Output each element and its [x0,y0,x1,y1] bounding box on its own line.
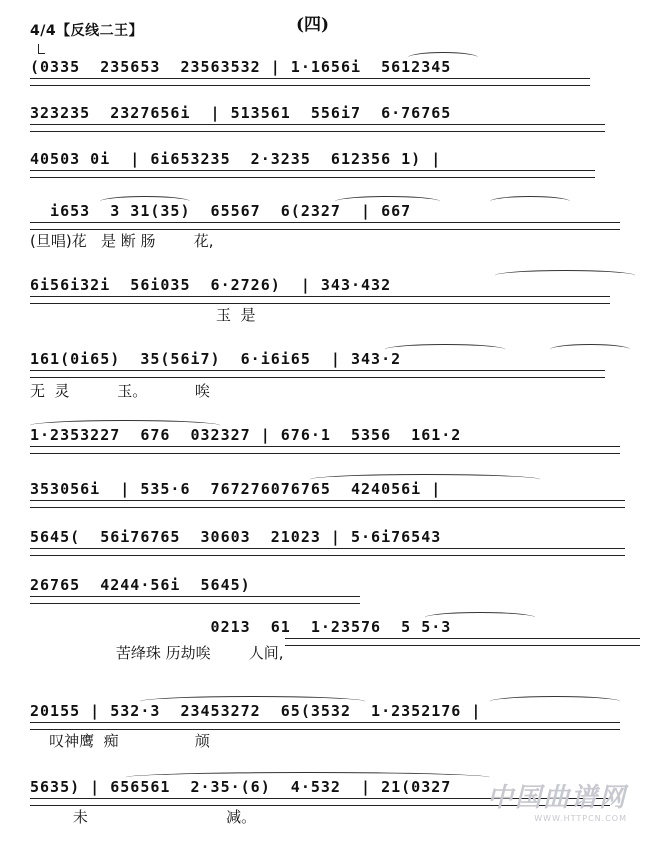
notation-line: 20155 | 532·3 23453272 65(3532 1·2352176 | [30,702,482,720]
notation-line: (0335 235653 23563532 | 1·1656i 5612345 [30,58,452,76]
lyric-line: 未 减。 [30,808,257,826]
notation-line: 1·2353227 676 032327 | 676·1 5356 161·2 [30,426,462,444]
watermark [487,777,627,823]
score-system-4 [30,202,635,272]
watermark-brand: 中国曲谱网 [486,783,627,813]
lyric-line: (旦唱)花 是 断 肠 花, [30,232,214,250]
beat-underlines [30,446,620,454]
slur-mark [408,52,478,63]
notation-line: 26765 4244·56i 5645) [30,576,251,594]
beat-underlines [30,722,620,730]
score-system-12 [30,702,635,772]
watermark-url: WWW.HTTPCN.COM [534,814,627,823]
slur-mark [490,196,570,207]
beat-underlines [30,596,360,604]
notation-line: i653 3 31(35) 65567 6(2327 | 667 [30,202,412,220]
lyric-line: 苦绛珠 历劫唉 人间, [30,644,284,662]
lyric-line: 玉 是 [30,306,256,324]
score-system-11 [30,618,635,688]
corner-mark [38,44,45,54]
beat-underlines [30,78,590,86]
slur-mark [495,270,635,281]
slur-mark [140,696,365,707]
notation-line: 0213 61 1·23576 5 5·3 [30,618,452,636]
slur-mark [30,420,220,431]
beat-underlines [30,124,605,132]
beat-underlines [285,638,640,646]
slur-mark [385,344,505,355]
score-system-6 [30,350,635,420]
meter-title: 4/4【反线二王】 [30,23,144,39]
beat-underlines [30,222,620,230]
notation-line: 40503 0i | 6i653235 2·3235 612356 1) | [30,150,442,168]
section-label: (四) [296,15,330,35]
notation-line: 353056i | 535·6 767276076765 424056i | [30,480,442,498]
slur-mark [425,612,535,623]
notation-line: 323235 2327656i | 513561 556i7 6·76765 [30,104,452,122]
beat-underlines [30,500,625,508]
slur-mark [125,772,490,783]
notation-line: 5635) | 656561 2·35·(6) 4·532 | 21(0327 [30,778,452,796]
beat-underlines [30,170,595,178]
beat-underlines [30,296,610,304]
notation-line: 6i56i32i 56i035 6·2726) | 343·432 [30,276,392,294]
slur-mark [310,474,540,485]
slur-mark [100,196,190,207]
slur-mark [550,344,630,355]
lyric-line: 叹神鹰 痴 颃 [30,732,210,750]
beat-underlines [30,370,605,378]
slur-mark [490,696,620,707]
slur-mark [335,196,440,207]
beat-underlines [30,548,625,556]
score-system-5 [30,276,635,346]
notation-line: 5645( 56i76765 30603 21023 | 5·6i76543 [30,528,442,546]
notation-line: 161(0i65) 35(56i7) 6·i6i65 | 343·2 [30,350,402,368]
lyric-line: 无 灵 玉。 唉 [30,382,210,400]
